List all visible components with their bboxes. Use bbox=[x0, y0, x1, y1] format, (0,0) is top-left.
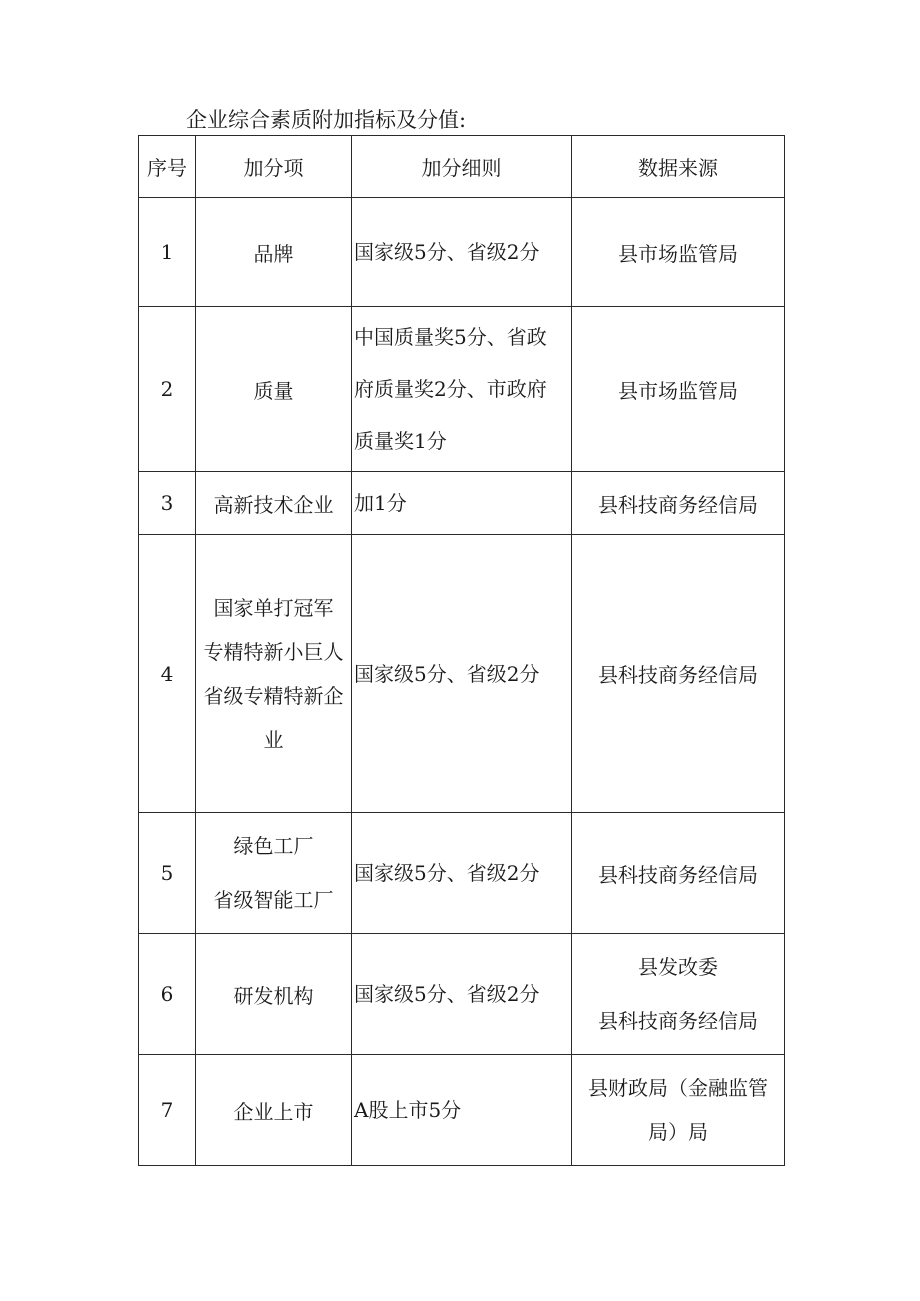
row-source bbox=[572, 307, 785, 472]
row-detail bbox=[352, 472, 572, 535]
detail-text: 中国质量奖5分、省政府质量奖2分、市政府质量奖1分 bbox=[354, 325, 547, 453]
header-item: 加分项 bbox=[196, 136, 352, 198]
source-line: 县财政局（金融监管局）局 bbox=[588, 1076, 768, 1144]
detail-text: 加1分 bbox=[354, 491, 407, 515]
item-line: 质量 bbox=[253, 378, 294, 403]
item-line: 绿色工厂 bbox=[233, 834, 314, 858]
row-detail bbox=[352, 1055, 572, 1166]
row-no: 4 bbox=[139, 535, 196, 813]
source-line: 县市场监管局 bbox=[618, 241, 738, 266]
row-item bbox=[196, 472, 352, 535]
item-line: 高新技术企业 bbox=[213, 492, 334, 517]
row-no: 1 bbox=[139, 198, 196, 307]
row-no: 7 bbox=[139, 1055, 196, 1166]
row-no: 3 bbox=[139, 472, 196, 535]
row-detail bbox=[352, 307, 572, 472]
item-lines bbox=[196, 580, 351, 768]
row-source bbox=[572, 934, 785, 1055]
source-line: 县科技商务经信局 bbox=[598, 1009, 758, 1033]
row-no: 6 bbox=[139, 934, 196, 1055]
source-line: 县发改委 bbox=[638, 955, 718, 979]
row-source bbox=[572, 1055, 785, 1166]
source-line: 县科技商务经信局 bbox=[598, 663, 758, 687]
row-item bbox=[196, 813, 352, 934]
row-detail bbox=[352, 813, 572, 934]
item-line: 品牌 bbox=[253, 241, 294, 266]
row-item bbox=[196, 535, 352, 813]
row-item bbox=[196, 198, 352, 307]
row-item bbox=[196, 1055, 352, 1166]
row-no: 2 bbox=[139, 307, 196, 472]
detail-text: 国家级5分、省级2分 bbox=[354, 982, 540, 1006]
document-title: 企业综合素质附加指标及分值: bbox=[186, 108, 467, 132]
header-source: 数据来源 bbox=[572, 136, 785, 198]
item-lines bbox=[196, 813, 351, 933]
item-line: 省级智能工厂 bbox=[213, 888, 334, 912]
source-lines bbox=[572, 934, 784, 1054]
row-source bbox=[572, 198, 785, 307]
detail-text: 国家级5分、省级2分 bbox=[354, 661, 540, 686]
table-row bbox=[139, 535, 785, 813]
item-line: 企业上市 bbox=[233, 1099, 314, 1124]
detail-text: 国家级5分、省级2分 bbox=[354, 240, 540, 264]
item-line: 研发机构 bbox=[233, 983, 314, 1008]
source-line: 县市场监管局 bbox=[618, 378, 738, 403]
row-item bbox=[196, 934, 352, 1055]
row-detail bbox=[352, 934, 572, 1055]
score-table bbox=[138, 135, 785, 1166]
row-source bbox=[572, 813, 785, 934]
row-detail bbox=[352, 198, 572, 307]
header-no: 序号 bbox=[139, 136, 196, 198]
table-row bbox=[139, 1055, 785, 1166]
row-source bbox=[572, 535, 785, 813]
detail-text: 国家级5分、省级2分 bbox=[354, 861, 540, 885]
header-detail: 加分细则 bbox=[352, 136, 572, 198]
table-row bbox=[139, 813, 785, 934]
row-no: 5 bbox=[139, 813, 196, 934]
detail-text: A股上市5分 bbox=[354, 1098, 462, 1122]
table-row bbox=[139, 472, 785, 535]
row-item bbox=[196, 307, 352, 472]
header-row bbox=[139, 136, 785, 198]
source-line: 县科技商务经信局 bbox=[598, 862, 758, 887]
row-source bbox=[572, 472, 785, 535]
row-detail bbox=[352, 535, 572, 813]
table-row bbox=[139, 198, 785, 307]
item-line: 国家单打冠军 bbox=[213, 595, 334, 620]
table-row bbox=[139, 934, 785, 1055]
source-line: 县科技商务经信局 bbox=[598, 492, 758, 517]
table-header bbox=[139, 136, 785, 198]
table-body bbox=[139, 198, 785, 1166]
item-line: 省级专精特新企业 bbox=[203, 683, 344, 752]
source-lines bbox=[572, 1060, 784, 1160]
item-line: 专精特新小巨人 bbox=[203, 639, 344, 664]
table-row bbox=[139, 307, 785, 472]
